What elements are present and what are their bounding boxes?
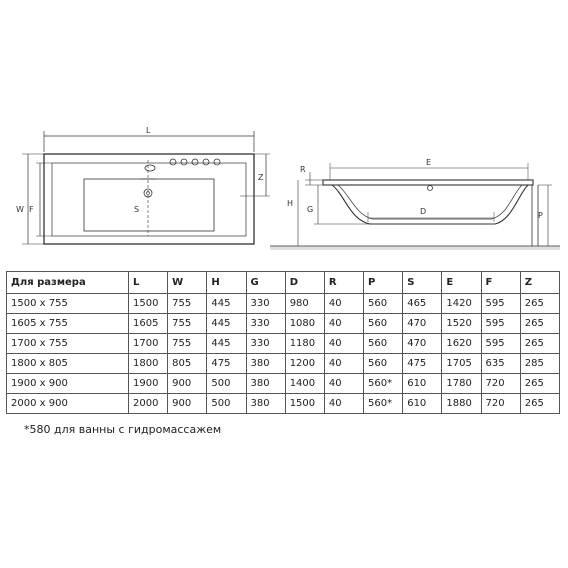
table-cell: 265 — [520, 314, 559, 334]
header-g: G — [246, 272, 285, 294]
table-cell: 40 — [324, 294, 363, 314]
table-cell: 330 — [246, 294, 285, 314]
label-d: D — [420, 207, 427, 216]
table-cell: 470 — [403, 334, 442, 354]
label-s: S — [134, 205, 140, 214]
table-row — [7, 334, 560, 354]
header-d: D — [285, 272, 324, 294]
table-cell: 560 — [364, 354, 403, 374]
table-cell: 40 — [324, 374, 363, 394]
table-cell: 1880 — [442, 394, 481, 414]
table-cell: 900 — [168, 374, 207, 394]
table-row — [7, 394, 560, 414]
table-cell: 40 — [324, 354, 363, 374]
table-cell: 720 — [481, 374, 520, 394]
label-l: L — [146, 126, 151, 135]
table-cell: 40 — [324, 314, 363, 334]
table-cell: 635 — [481, 354, 520, 374]
table-header-row — [7, 272, 560, 294]
table-cell: 1080 — [285, 314, 324, 334]
table-cell: 330 — [246, 334, 285, 354]
table-cell: 560 — [364, 334, 403, 354]
top-view-labels — [16, 126, 264, 214]
table-cell: 1180 — [285, 334, 324, 354]
label-e: E — [426, 158, 432, 167]
table-cell: 380 — [246, 354, 285, 374]
table-cell: 500 — [207, 394, 246, 414]
table-cell: 40 — [324, 334, 363, 354]
header-s: S — [403, 272, 442, 294]
table-cell: 595 — [481, 314, 520, 334]
table-cell: 595 — [481, 334, 520, 354]
table-cell: 720 — [481, 394, 520, 414]
table-cell: 285 — [520, 354, 559, 374]
table-cell: 445 — [207, 294, 246, 314]
table-cell: 1500 — [285, 394, 324, 414]
table-cell: 1620 — [442, 334, 481, 354]
table-cell: 560 — [364, 294, 403, 314]
table-cell: 1520 — [442, 314, 481, 334]
table-cell: 380 — [246, 374, 285, 394]
table-cell: 445 — [207, 314, 246, 334]
table-cell-size: 1800 x 805 — [7, 354, 129, 374]
table-cell: 1800 — [129, 354, 168, 374]
table-cell-size: 1700 x 755 — [7, 334, 129, 354]
table-cell: 1780 — [442, 374, 481, 394]
table-cell: 465 — [403, 294, 442, 314]
table-cell: 470 — [403, 314, 442, 334]
label-h: H — [287, 199, 294, 208]
bathtub-diagram — [0, 0, 568, 268]
table-cell: 265 — [520, 334, 559, 354]
label-r: R — [300, 165, 306, 174]
header-l: L — [129, 272, 168, 294]
table-cell: 610 — [403, 394, 442, 414]
table-cell: 1400 — [285, 374, 324, 394]
header-f: F — [481, 272, 520, 294]
label-g: G — [307, 205, 314, 214]
table-cell: 265 — [520, 394, 559, 414]
table-cell: 445 — [207, 334, 246, 354]
label-w: W — [16, 205, 24, 214]
table-cell: 380 — [246, 394, 285, 414]
table-cell: 900 — [168, 394, 207, 414]
header-p: P — [364, 272, 403, 294]
table-cell: 805 — [168, 354, 207, 374]
table-cell: 475 — [403, 354, 442, 374]
table-cell: 1500 — [129, 294, 168, 314]
header-size: Для размера — [7, 272, 129, 294]
footnote: *580 для ванны с гидромассажем — [24, 423, 222, 436]
header-r: R — [324, 272, 363, 294]
table-cell: 595 — [481, 294, 520, 314]
table-cell: 560* — [364, 374, 403, 394]
header-w: W — [168, 272, 207, 294]
side-view — [270, 163, 560, 250]
table-cell: 755 — [168, 314, 207, 334]
header-z: Z — [520, 272, 559, 294]
table-row — [7, 374, 560, 394]
table-cell-size: 1900 x 900 — [7, 374, 129, 394]
table-cell: 2000 — [129, 394, 168, 414]
table-cell: 265 — [520, 374, 559, 394]
dimensions-table — [6, 271, 560, 414]
table-cell: 500 — [207, 374, 246, 394]
top-view — [22, 131, 270, 244]
table-cell: 610 — [403, 374, 442, 394]
table-cell: 755 — [168, 334, 207, 354]
table-cell: 330 — [246, 314, 285, 334]
header-e: E — [442, 272, 481, 294]
table-cell: 40 — [324, 394, 363, 414]
table-cell: 980 — [285, 294, 324, 314]
header-h: H — [207, 272, 246, 294]
table-body — [7, 294, 560, 414]
table-cell: 1605 — [129, 314, 168, 334]
table-cell-size: 1605 x 755 — [7, 314, 129, 334]
table-cell: 1900 — [129, 374, 168, 394]
table-cell: 1420 — [442, 294, 481, 314]
table-cell: 475 — [207, 354, 246, 374]
label-z: Z — [258, 173, 264, 182]
table-row — [7, 314, 560, 334]
label-f: F — [29, 205, 34, 214]
table-cell: 265 — [520, 294, 559, 314]
table-cell: 560* — [364, 394, 403, 414]
table-row — [7, 294, 560, 314]
table-cell: 1700 — [129, 334, 168, 354]
table-cell: 755 — [168, 294, 207, 314]
table-cell: 1705 — [442, 354, 481, 374]
table-cell: 560 — [364, 314, 403, 334]
table-row — [7, 354, 560, 374]
table-cell: 1200 — [285, 354, 324, 374]
table-cell-size: 1500 x 755 — [7, 294, 129, 314]
label-p: P — [538, 211, 543, 220]
table-cell-size: 2000 x 900 — [7, 394, 129, 414]
